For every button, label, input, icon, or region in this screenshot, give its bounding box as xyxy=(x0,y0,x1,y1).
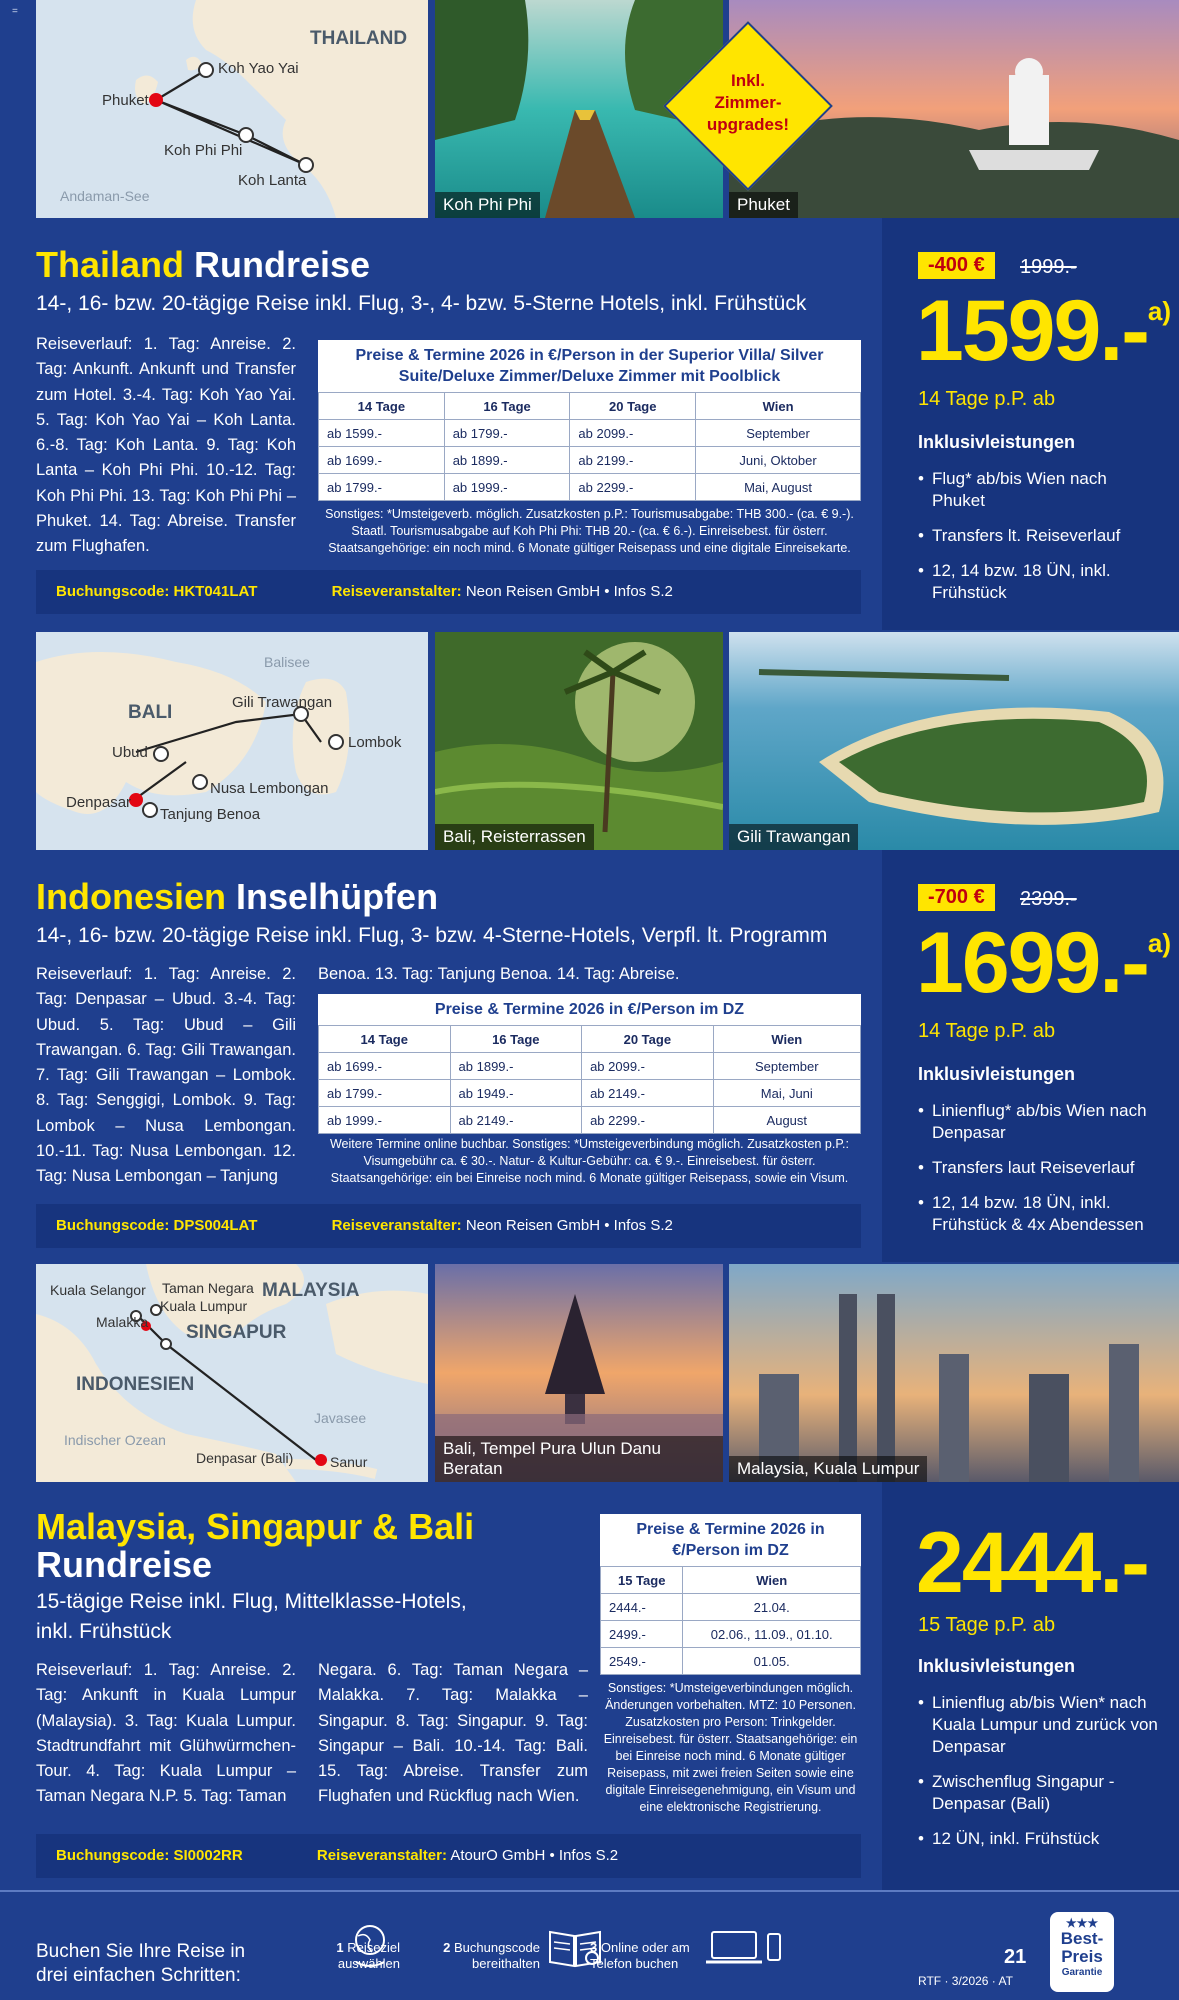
caption-phuket: Phuket xyxy=(729,192,798,218)
step-num: 1 xyxy=(336,1940,344,1955)
map-label-thailand: THAILAND xyxy=(310,28,408,49)
indonesia-title-b: Inselhüpfen xyxy=(236,876,439,917)
indonesia-old-price: 2399.- xyxy=(1020,888,1077,910)
operator-value: AtourO GmbH • Infos S.2 xyxy=(450,1847,619,1864)
caption-tempel: Bali, Tempel Pura Ulun Danu Beratan xyxy=(435,1436,723,1482)
badge-line2: Preis xyxy=(1061,1947,1103,1966)
indonesia-price xyxy=(916,914,1171,1013)
map-label-koh-phi-phi: Koh Phi Phi xyxy=(164,142,243,159)
indonesia-booking-bar xyxy=(36,1204,861,1248)
map-label-denpasar: Denpasar xyxy=(66,794,132,811)
cell: Juni, Oktober xyxy=(696,447,861,474)
list-item: • 12, 14 bzw. 18 ÜN, inkl. Frühstück xyxy=(918,560,1158,604)
cell: ab 1799.- xyxy=(319,474,445,501)
cell: 2549.- xyxy=(601,1648,683,1675)
badge-line1: Best- xyxy=(1060,1929,1104,1948)
thailand-title-a: Thailand xyxy=(36,244,185,285)
cell: Mai, August xyxy=(696,474,861,501)
cell: ab 1999.- xyxy=(444,474,570,501)
list-item: • Linienflug* ab/bis Wien nach Denpasar xyxy=(918,1100,1163,1144)
table-row xyxy=(319,1107,861,1134)
cell: ab 2149.- xyxy=(582,1080,714,1107)
thailand-price-note: 14 Tage p.P. ab xyxy=(918,388,1056,410)
map-label-indischer-ozean: Indischer Ozean xyxy=(64,1432,166,1448)
cell: ab 1799.- xyxy=(319,1080,451,1107)
page-number: 21 xyxy=(1004,1946,1027,1968)
list-item: • 12 ÜN, inkl. Frühstück xyxy=(918,1828,1158,1850)
col-header: 16 Tage xyxy=(450,1026,582,1053)
malaysia-title-a: Malaysia, Singapur & Bali xyxy=(36,1506,475,1547)
map-label-malakka: Malakka xyxy=(96,1314,149,1330)
malaysia-booking-bar xyxy=(36,1834,861,1878)
price-footnote: a) xyxy=(1147,928,1171,958)
map-label-tanjung-benoa: Tanjung Benoa xyxy=(160,806,261,823)
caption-kuala-lumpur: Malaysia, Kuala Lumpur xyxy=(729,1456,927,1482)
thailand-price-table xyxy=(318,340,861,501)
operator-label: Reiseveranstalter: xyxy=(331,1217,462,1234)
step-text: Online oder am Telefon buchen xyxy=(590,1940,690,1971)
indonesia-subtitle: 14-, 16- bzw. 20-tägige Reise inkl. Flug, 3- bzw. 4-Sterne-Hotels, Verpfl. lt. Programm xyxy=(36,924,828,947)
thailand-table-title: Preise & Termine 2026 in €/Person in der Superior Villa/ Silver Suite/Deluxe Zimmer/Deluxe Zimmer mit Poolblick xyxy=(318,340,861,392)
cell: 01.05. xyxy=(683,1648,861,1675)
col-header: 14 Tage xyxy=(319,393,445,420)
step-3 xyxy=(590,1940,700,1972)
indonesia-inkl-title: Inklusivleistungen xyxy=(918,1064,1076,1084)
map-label-javasee: Javasee xyxy=(314,1410,367,1426)
malaysia-subtitle: 15-tägige Reise inkl. Flug, Mittelklasse-Hotels, xyxy=(36,1590,467,1613)
cell: August xyxy=(713,1107,860,1134)
bestpreis-badge xyxy=(1050,1912,1114,1992)
col-header: 14 Tage xyxy=(319,1026,451,1053)
cell: ab 1899.- xyxy=(444,447,570,474)
cell: ab 2099.- xyxy=(582,1053,714,1080)
cell: ab 2199.- xyxy=(570,447,696,474)
step-2 xyxy=(410,1940,540,1972)
map-label-koh-lanta: Koh Lanta xyxy=(238,172,307,189)
operator-value: Neon Reisen GmbH • Infos S.2 xyxy=(465,1217,673,1234)
map-label-kuala-lumpur: Kuala Lumpur xyxy=(160,1298,248,1314)
table-row xyxy=(319,1080,861,1107)
operator-value: Neon Reisen GmbH • Infos S.2 xyxy=(465,583,673,600)
malaysia-subtitle-2: inkl. Frühstück xyxy=(36,1620,172,1643)
map-label-denpasar-bali: Denpasar (Bali) xyxy=(196,1450,294,1466)
malaysia-title-b: Rundreise xyxy=(36,1544,213,1585)
booking-code: Buchungscode: SI0002RR xyxy=(56,1847,243,1864)
photo-tempel xyxy=(435,1264,723,1482)
cell: ab 1999.- xyxy=(319,1107,451,1134)
thailand-discount: -400 € xyxy=(918,252,995,279)
map-label-ubud: Ubud xyxy=(112,744,148,761)
caption-koh-phi-phi: Koh Phi Phi xyxy=(435,192,540,218)
badge-stars: ★★★ xyxy=(1065,1916,1099,1930)
indonesia-price-table xyxy=(318,994,861,1134)
map-label-kuala-selangor: Kuala Selangor xyxy=(50,1282,146,1298)
photo-gili-trawangan xyxy=(729,632,1179,850)
cell: 2444.- xyxy=(601,1594,683,1621)
indonesia-table-title: Preise & Termine 2026 in €/Person im DZ xyxy=(318,994,861,1025)
upgrade-badge-text: Inkl. Zimmer-upgrades! xyxy=(706,71,790,134)
malaysia-table-title: Preise & Termine 2026 in €/Person im DZ xyxy=(600,1514,861,1566)
cell: ab 2099.- xyxy=(570,420,696,447)
malaysia-inkl-title: Inklusivleistungen xyxy=(918,1656,1076,1676)
malaysia-inkl-list xyxy=(918,1692,1158,1863)
indonesia-discount: -700 € xyxy=(918,884,995,911)
cell: ab 1799.- xyxy=(444,420,570,447)
indonesia-itinerary-cont: Benoa. 13. Tag: Tanjung Benoa. 14. Tag: Abreise. xyxy=(318,965,680,983)
thailand-price xyxy=(916,282,1171,381)
table-row xyxy=(601,1594,861,1621)
table-row xyxy=(319,474,861,501)
map-label-sanur: Sanur xyxy=(330,1454,368,1470)
cell: 2499.- xyxy=(601,1621,683,1648)
badge-line3: Garantie xyxy=(1061,1967,1103,1978)
malaysia-price-table xyxy=(600,1514,861,1675)
cell: ab 1899.- xyxy=(450,1053,582,1080)
booking-code: Buchungscode: HKT041LAT xyxy=(56,583,258,600)
map-label-lombok: Lombok xyxy=(348,734,402,751)
cell: ab 1699.- xyxy=(319,447,445,474)
cell: September xyxy=(696,420,861,447)
small-mark: = xyxy=(12,6,18,17)
indonesia-title-a: Indonesien xyxy=(36,876,227,917)
indonesia-price-note: 14 Tage p.P. ab xyxy=(918,1020,1056,1042)
step-text: Reiseziel auswählen xyxy=(337,1940,400,1971)
table-row xyxy=(319,1053,861,1080)
photo-reisterrassen xyxy=(435,632,723,850)
indonesia-inkl-list xyxy=(918,1100,1163,1249)
list-item: • 12, 14 bzw. 18 ÜN, inkl. Frühstück & 4x Abendessen xyxy=(918,1192,1163,1236)
step-num: 3 xyxy=(590,1940,598,1955)
photo-kuala-lumpur xyxy=(729,1264,1179,1482)
malaysia-itinerary-cont: Negara. 6. Tag: Taman Negara – Malakka. 7. Tag: Malakka – Singapur. 8. Tag: Singapur. 9. Tag: Singapur – Bali. 10.-14. Tag: Bali. 15. Tag: Abreise. Transfer zum Flughafen und Rückflug nach Wien. xyxy=(318,1661,588,1806)
thailand-inkl-list xyxy=(918,468,1158,617)
cell: ab 2149.- xyxy=(450,1107,582,1134)
list-item: • Flug* ab/bis Wien nach Phuket xyxy=(918,468,1158,512)
map-label-bali: BALI xyxy=(128,702,173,723)
footer-headline: Buchen Sie Ihre Reise in drei einfachen Schritten: xyxy=(36,1941,246,1986)
map-label-phuket: Phuket xyxy=(102,92,149,109)
cell: ab 2299.- xyxy=(570,474,696,501)
step-text: Buchungscode bereithalten xyxy=(453,1940,540,1971)
price-value: 1699.- xyxy=(916,915,1148,1011)
thailand-inkl-title: Inklusivleistungen xyxy=(918,432,1076,452)
table-row xyxy=(319,447,861,474)
indonesia-title xyxy=(36,876,438,918)
cell: ab 1949.- xyxy=(450,1080,582,1107)
cell: 21.04. xyxy=(683,1594,861,1621)
malaysia-map xyxy=(36,1264,428,1482)
col-header: Wien xyxy=(713,1026,860,1053)
map-label-indonesien: INDONESIEN xyxy=(76,1374,195,1395)
caption-reisterrassen: Bali, Reisterrassen xyxy=(435,824,594,850)
table-row xyxy=(601,1648,861,1675)
price-value: 1599.- xyxy=(916,283,1148,379)
thailand-booking-bar xyxy=(36,570,861,614)
thailand-title-b: Rundreise xyxy=(194,244,371,285)
map-label-malaysia: MALAYSIA xyxy=(262,1280,360,1301)
globe-hand-icon xyxy=(350,1922,390,1977)
list-item: • Linienflug ab/bis Wien* nach Kuala Lumpur und zurück von Denpasar xyxy=(918,1692,1158,1758)
footer xyxy=(0,1890,1179,2000)
operator-label: Reiseveranstalter: xyxy=(331,583,462,600)
step-num: 2 xyxy=(443,1940,451,1955)
malaysia-price xyxy=(916,1514,1148,1613)
col-header: 16 Tage xyxy=(444,393,570,420)
malaysia-note: Sonstiges: *Umsteigeverbindungen möglich. Änderungen vorbehalten. MTZ: 10 Personen. Zusatzkosten pro Person: Trinkgelder. Einreisebest. für österr. Staatsangehörige: ein bei Einreise noch mind. 6 Monate gültiger Reisepass, mit zwei freien Seiten sowie eine digitale Einreisegenehmigung, ein Visum und eine elektronische Registrierung. xyxy=(603,1681,858,1814)
cell: 02.06., 11.09., 01.10. xyxy=(683,1621,861,1648)
booking-code: Buchungscode: DPS004LAT xyxy=(56,1217,258,1234)
edition-code: RTF · 3/2026 · AT xyxy=(918,1974,1013,1988)
cell: Mai, Juni xyxy=(713,1080,860,1107)
malaysia-itinerary: Reiseverlauf: 1. Tag: Anreise. 2. Tag: Ankunft in Kuala Lumpur (Malaysia). 3. Tag: Kuala Lumpur. Stadtrundfahrt mit Glühwürmchen-Tour. 4. Tag: Kuala Lumpur – Taman Negara N.P. 5. Tag: Taman xyxy=(36,1661,296,1806)
bali-map xyxy=(36,632,428,850)
indonesia-itinerary: Reiseverlauf: 1. Tag: Anreise. 2. Tag: Denpasar – Ubud. 3.-4. Tag: Ubud. 5. Tag: Ubud – Gili Trawangan. 6. Tag: Gili Trawangan. 7. Tag: Gili Trawangan – Lombok. 8. Tag: Senggigi, Lombok. 9. Tag: Lombok – Nusa Lembongan. 10.-11. Tag: Nusa Lembongan. 12. Tag: Nusa Lembongan – Tanjung xyxy=(36,965,296,1186)
table-row xyxy=(319,420,861,447)
map-label-andaman-see: Andaman-See xyxy=(60,188,150,204)
thailand-itinerary: Reiseverlauf: 1. Tag: Anreise. 2. Tag: Ankunft. Ankunft und Transfer zum Hotel. 3.-4. Tag: Koh Yao Yai. 5. Tag: Koh Yao Yai – Koh Lanta. 6.-8. Tag: Koh Lanta. 9. Tag: Koh Lanta – Koh Phi Phi. 10.-12. Tag: Koh Phi Phi. 13. Tag: Koh Phi Phi – Phuket. 14. Tag: Abreise. Transfer zum Flughafen. xyxy=(36,335,296,556)
cell: September xyxy=(713,1053,860,1080)
price-value: 2444.- xyxy=(916,1515,1148,1611)
cell: ab 1699.- xyxy=(319,1053,451,1080)
list-item: • Zwischenflug Singapur - Denpasar (Bali) xyxy=(918,1771,1158,1815)
malaysia-title xyxy=(36,1508,474,1584)
malaysia-price-note: 15 Tage p.P. ab xyxy=(918,1614,1056,1636)
map-label-gili: Gili Trawangan xyxy=(232,694,333,711)
operator-label: Reiseveranstalter: xyxy=(316,1847,447,1864)
map-label-taman-negara: Taman Negara xyxy=(162,1280,254,1296)
col-header: 15 Tage xyxy=(601,1567,683,1594)
map-label-singapur: SINGAPUR xyxy=(186,1322,287,1343)
laptop-phone-icon xyxy=(706,1928,782,1973)
thailand-subtitle: 14-, 16- bzw. 20-tägige Reise inkl. Flug, 3-, 4- bzw. 5-Sterne Hotels, inkl. Frühstück xyxy=(36,292,807,315)
map-label-koh-yao-yai: Koh Yao Yai xyxy=(218,60,299,77)
col-header: 20 Tage xyxy=(582,1026,714,1053)
col-header: Wien xyxy=(696,393,861,420)
table-row xyxy=(601,1621,861,1648)
thailand-old-price: 1999.- xyxy=(1020,256,1077,278)
cell: ab 1599.- xyxy=(319,420,445,447)
thailand-map xyxy=(36,0,428,218)
list-item: • Transfers laut Reiseverlauf xyxy=(918,1157,1163,1179)
thailand-note: Sonstiges: *Umsteigeverb. möglich. Zusatzkosten p.P.: Tourismusabgabe: THB 300.- (ca. € 9.-). Staatl. Tourismusabgabe auf Koh Phi Phi: THB 20.- (ca. € 6.-). Einreisebest. für österr. Staatsangehörige: ein noch mind. 6 Monate gültiger Reisepass und eine digitale Einreisekarte. xyxy=(325,507,854,555)
list-item: • Transfers lt. Reiseverlauf xyxy=(918,525,1158,547)
col-header: 20 Tage xyxy=(570,393,696,420)
thailand-title xyxy=(36,244,370,286)
map-label-nusa-lembongan: Nusa Lembongan xyxy=(210,780,329,797)
price-footnote: a) xyxy=(1147,296,1171,326)
col-header: Wien xyxy=(683,1567,861,1594)
cell: ab 2299.- xyxy=(582,1107,714,1134)
indonesia-note: Weitere Termine online buchbar. Sonstiges: *Umsteigeverbindung möglich. Zusatzkosten p.P.: Visumgebühr ca. € 30.-. Natur- & Kultur-Gebühr: ca. € 9.-. Einreisebest. für österr. Staatsangehörige: ein bei Einreise noch mind. 6 Monate gültiger Reisepass, sowie ein Visum. xyxy=(329,1137,850,1185)
caption-gili-trawangan: Gili Trawangan xyxy=(729,824,858,850)
map-label-balisee: Balisee xyxy=(264,654,310,670)
